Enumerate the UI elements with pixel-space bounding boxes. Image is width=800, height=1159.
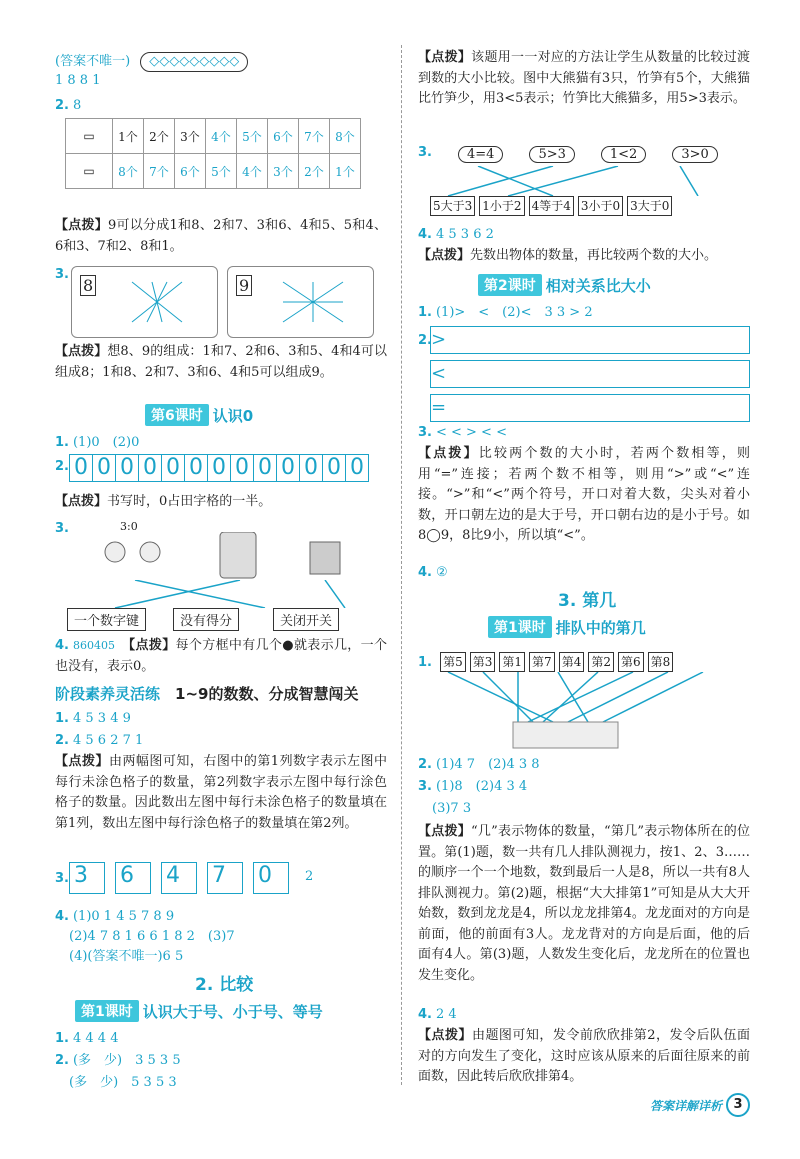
q3-box-9: 9 [236,275,252,296]
l6-q3-illustration [75,532,375,582]
q2-r1-c2: 2个 [144,119,175,154]
tip-text: “几”表示物体的数量，“第几”表示物体所在的位置。第(1)题，数一共有几人排队测视力，按1、2、3……的顺序一个一个地数，数到最后一人是8，所以一共有8人排队测视力。第(2)题，根据“大大排第1”可知是从大大开始数，数到龙龙是4，所以龙龙排第4。龙龙面对的方向是前面，他的前面有3人。龙龙背对的方向是后面，他的后面有4人。第(3)题，人数发生变化后，龙龙所在的位置也发生变化。 [418,824,750,983]
p-q2 [418,756,540,774]
cloud-4: 3>0 [672,146,717,163]
digit-6: 6 [120,863,134,888]
q2-r1-c8: 8个 [330,119,361,154]
q2-r1-c7: 7个 [299,119,330,154]
tip-label: 【点拨】 [418,824,471,839]
r-tip1 [418,48,750,110]
c-q1-answer: 4 4 4 4 [72,1031,119,1046]
digit-7: 7 [212,863,226,888]
l6-q4-label: 4. [55,638,69,653]
p-q3-line1: (1)8 (2)4 3 4 [435,779,528,794]
zero-writing-grid [69,454,368,482]
p-q1-label: 1. [418,655,432,670]
r-q3 [418,144,436,162]
p-q3-tip [418,822,750,986]
q2-r1-c3: 3个 [175,119,206,154]
q-top-digits: 1 8 8 1 [55,73,101,88]
q2-r2-c5: 4个 [237,154,268,189]
tip-text: 由题图可知，发令前欣欣排第2，发令后队伍面对的方向发生了变化，这时应该从原来的后面往原来的前面数，因此转后欣欣排第4。 [418,1028,750,1084]
column-divider [401,45,402,1085]
position-box-5: 第4 [559,652,585,672]
lesson-title: 排队中的第几 [555,618,646,637]
tip-text: 由两幅图可知，右图中的第1列数字表示左图中每行未涂色格子的数量，第2列数字表示左图中每行涂色格子的数量。因此数出左图中每行未涂色格子的数量填在第1列，数出左图中每行涂色格子的数量填在第2列。 [55,754,387,831]
tip-text: 想8、9的组成：1和7、2和6、3和5、4和4可以组成8；1和8、2和7、3和6、4和5可以组成9。 [55,344,387,380]
grid-cell: 0 [115,454,139,482]
p-q4-answer: 2 4 [435,1007,457,1022]
tip-text: 9可以分成1和8、2和7、3和6、4和5、5和4、6和3、7和2、8和1。 [55,218,387,254]
l6-q1-label: 1. [55,435,69,450]
l2-q4-answer: ② [435,565,448,580]
c-q1-label: 1. [55,1031,69,1046]
q2-tip [55,216,387,257]
q2-r1-c4: 4个 [206,119,237,154]
footer [650,1093,750,1117]
digit-0: 0 [258,863,272,888]
option-switch-off: 关闭开关 [273,608,339,631]
tip-label: 【点拨】 [55,218,109,233]
grid-cell: 0 [161,454,185,482]
chapter2-title: 2. 比较 [195,975,254,995]
p-q1 [418,652,677,672]
grid-cell: 0 [253,454,277,482]
digit-3: 3 [74,863,88,888]
grid-row-lt [430,360,750,388]
grid-cell: 0 [92,454,116,482]
r-q4-tip [418,246,750,267]
tip-label: 【点拨】 [55,494,108,509]
digit-cell [69,862,105,894]
s-q4-label: 4. [55,909,69,924]
s-q3-label: 3. [55,871,69,886]
r-q3-clouds [458,146,718,163]
tip-label: 【点拨】 [418,50,472,65]
q2-r2-c6: 3个 [268,154,299,189]
tip-text: 每个方框中有几个●就表示几，一个也没有，表示0。 [55,638,387,674]
tip-label: 【点拨】 [418,446,479,461]
answer-box-2: 1小于2 [479,196,524,216]
tip-text: 该题用一一对应的方法让学生从数量的比较过渡到数的大小比较。图中大熊猫有3只，竹笋有5个，大熊猫比竹笋少，用3<5表示；竹笋比大熊猫多，用5>3表示。 [418,50,750,106]
r-q3-match-lines [418,166,750,196]
s-q2-tip [55,752,387,834]
l6-q3 [55,520,73,538]
q2-value: 8 [72,98,82,113]
lesson-title: 认识大于号、小于号、等号 [142,1002,323,1021]
c-q2-label: 2. [55,1053,69,1068]
stage-title-a: 阶段素养灵活练 [55,685,161,703]
grid-cell: 0 [138,454,162,482]
answer-note: (答案不唯一) [55,54,131,69]
grid-cell: 0 [230,454,254,482]
package-image: ▭ [66,119,113,154]
stage-heading [55,683,358,704]
lesson-tag: 第1课时 [488,616,552,638]
q2-r2-c4: 5个 [206,154,237,189]
l6-q1 [55,434,139,452]
l2-q2-grids [430,326,750,422]
chapter3-title: 3. 第几 [558,591,617,611]
q3-figure-8 [71,266,218,338]
cloud-3: 1<2 [601,146,646,163]
q2-r2-c8: 1个 [330,154,361,189]
l2-q2-label: 2. [418,333,432,348]
r-q4-answer: 4 5 3 6 2 [435,227,494,242]
q2-r2-c3: 6个 [175,154,206,189]
q2-r2-c1: 8个 [113,154,144,189]
lesson6-heading [145,404,253,426]
grid-cell: 0 [207,454,231,482]
s-q1 [55,710,131,728]
p-q4-label: 4. [418,1007,432,1022]
p-q3 [418,778,527,796]
grid-cell: 0 [184,454,208,482]
tip-label: 【点拨】 [418,1028,472,1043]
s-q2-label: 2. [55,733,69,748]
option-no-score: 没有得分 [173,608,239,631]
answer-box-5: 3大于0 [627,196,672,216]
tip-label: 【点拨】 [55,344,108,359]
l6-q4-value: 860405 [72,639,115,652]
symbol-lt: < [431,363,459,384]
lesson2-heading [478,274,651,296]
s-q2 [55,732,143,750]
s-q2-answer: 4 5 6 2 7 1 [72,733,144,748]
tip-label: 【点拨】 [55,754,109,769]
p-q4-tip [418,1026,750,1088]
l2-q4 [418,564,448,582]
grid-cell: 0 [345,454,369,482]
grid-cell: 0 [299,454,323,482]
l6-q3-match-lines [75,580,375,608]
lesson-tag: 第1课时 [75,1000,139,1022]
q2-count-table [65,118,361,189]
r-q3-boxes [430,196,676,216]
q2-answer [55,97,81,115]
position-box-7: 第6 [618,652,644,672]
l2-q3-answer: < < > < < [435,425,507,440]
p-q3-label: 3. [418,779,432,794]
position-box-2: 第3 [470,652,496,672]
package-image-2: ▭ [66,154,113,189]
lesson-title: 认识0 [212,406,254,425]
l2-q1 [418,304,593,322]
lesson1-heading [75,1000,323,1022]
tip-text: 先数出物体的数量，再比较两个数的大小。 [470,248,718,263]
tip-text: 书写时，0占田字格的一半。 [107,494,272,509]
footer-label: 答案详解详析 [649,1098,722,1113]
s-q4-line3: (4)(答案不唯一)6 5 [69,949,184,964]
l6-q2-label: 2. [55,459,69,474]
l2-q1-label: 1. [418,305,432,320]
q3-label: 3. [55,267,69,282]
c-q1 [55,1030,118,1048]
l2-q4-label: 4. [418,565,432,580]
s-q3-tail: 2 [305,869,314,884]
diamond-row: ◇◇◇◇◇◇◇◇◇ [140,52,248,72]
stage-title-b: 1~9的数数、分成智慧闯关 [175,685,359,703]
grid-cell: 0 [276,454,300,482]
r-q3-label: 3. [418,145,432,160]
p-q4 [418,1006,457,1024]
r-q4-label: 4. [418,227,432,242]
answer-box-3: 4等于4 [529,196,574,216]
tip-text: 比较两个数的大小时，若两个数相等，则用“=”连接；若两个数不相等，则用“>”或“<”连接。“>”和“<”两个符号，开口对着大数，尖头对着小数，开口朝左边的是大于号，开口朝右边的是小于号。如8◯9，8比9小，所以填“<”。 [418,446,750,543]
grid-cell: 0 [322,454,346,482]
lesson-tag: 第2课时 [478,274,542,296]
q2-r2-c7: 2个 [299,154,330,189]
q2-r1-c5: 5个 [237,119,268,154]
score-display: 3:0 [120,520,138,533]
symbol-gt: > [431,329,459,350]
l6-q4 [55,636,387,677]
p-q2-answer: (1)4 7 (2)4 3 8 [435,757,540,772]
p-q1-queue-illustration [418,672,750,752]
l2-q3-tip [418,444,750,547]
q2-r1-c6: 6个 [268,119,299,154]
digit-cell [207,862,243,894]
lesson-tag: 第6课时 [145,404,209,426]
s-q1-answer: 4 5 3 4 9 [72,711,131,726]
q2-label: 2. [55,98,69,113]
s-q4-line1: (1)0 1 4 5 7 8 9 [72,909,175,924]
tip-label: 【点拨】 [128,638,176,653]
l6-q2-tip [55,492,387,513]
l2-q1-answer: (1)> < (2)< 3 3 > 2 [435,305,593,320]
l6-q1-answer: (1)0 (2)0 [72,435,140,450]
q3-figure-9 [227,266,374,338]
s-q4 [55,908,174,926]
grid-row-eq [430,394,750,422]
s-q3-writing-grid [69,862,313,894]
digit-4: 4 [166,863,180,888]
position-box-8: 第8 [648,652,674,672]
digit-cell [115,862,151,894]
c-q2-line2: (多 少) 5 3 5 3 [69,1075,177,1090]
position-box-3: 第1 [499,652,525,672]
q2-r2-c2: 7个 [144,154,175,189]
cloud-2: 5>3 [529,146,574,163]
p-q2-label: 2. [418,757,432,772]
p-q3-line2: (3)7 3 [432,801,472,816]
l6-q3-label: 3. [55,521,69,536]
s-q1-label: 1. [55,711,69,726]
digit-cell [161,862,197,894]
grid-cell: 0 [69,454,93,482]
l2-q3-label: 3. [418,425,432,440]
option-digit-key: 一个数字键 [67,608,146,631]
grid-row-gt [430,326,750,354]
symbol-eq: = [431,397,459,418]
lesson-title: 相对关系比大小 [545,276,651,295]
c-q2 [55,1052,181,1070]
answer-box-4: 3小于0 [578,196,623,216]
digit-cell [253,862,289,894]
c-q2-line1: (多 少) 3 5 3 5 [72,1053,181,1068]
s-q4-line2: (2)4 7 8 1 6 6 1 8 2 (3)7 [69,929,235,944]
q3-box-8: 8 [80,275,96,296]
tip-label: 【点拨】 [418,248,471,263]
l2-q3 [418,424,507,442]
q3-tip [55,342,387,383]
position-box-1: 第5 [440,652,466,672]
position-box-4: 第7 [529,652,555,672]
position-box-6: 第2 [588,652,614,672]
q2-r1-c1: 1个 [113,119,144,154]
page-number: 3 [726,1093,750,1117]
q-top-note-row [55,52,248,72]
cloud-1: 4=4 [458,146,503,163]
lesson-queue-heading [488,616,646,638]
r-q4 [418,226,494,244]
answer-box-1: 5大于3 [430,196,475,216]
